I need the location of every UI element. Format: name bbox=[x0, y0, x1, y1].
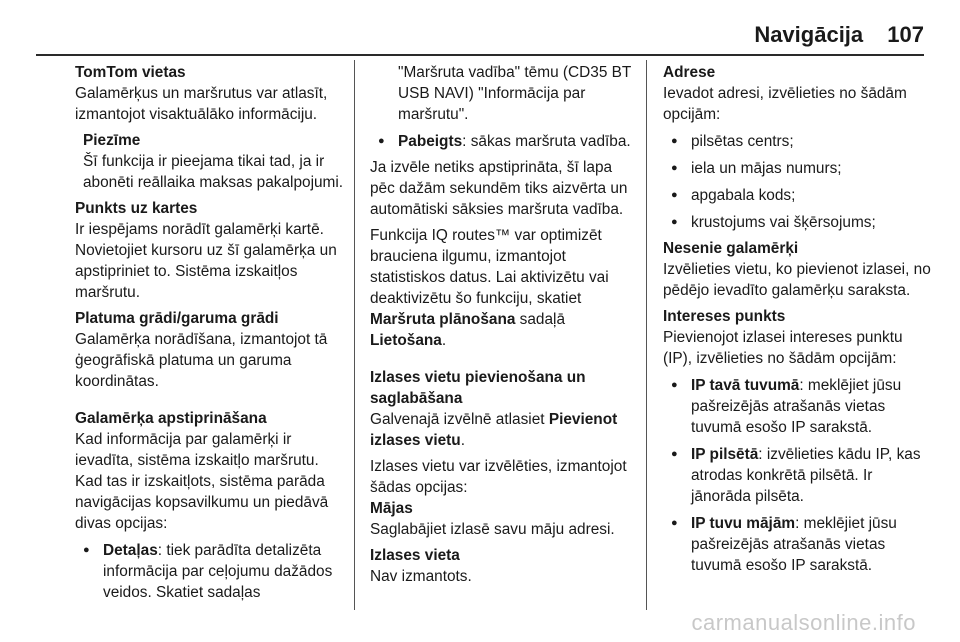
bullet-details-text: : tiek parādīta detalizēta informācija par ceļojumu dažādos veidos. Skatiet sadaļas bbox=[103, 542, 333, 601]
poi-bullet-city-label: IP pilsētā bbox=[691, 446, 759, 463]
poi-bullet-nearby-text: : meklējiet jūsu pašreizējās atrašanās vietas tuvumā esošo IP sarakstā. bbox=[691, 377, 902, 436]
poi-text: Pievienojot izlasei intereses punktu (IP), izvēlieties no šādām opcijām: bbox=[663, 329, 903, 367]
poi-heading: Intereses punkts bbox=[663, 308, 786, 325]
tomtom-text: Galamērķus un maršrutus var atlasīt, izmantojot visaktuālāko informāciju. bbox=[75, 85, 328, 123]
column-2 bbox=[370, 62, 638, 587]
iq-link-usage: Lietošana bbox=[370, 332, 442, 349]
column-divider-1 bbox=[354, 60, 355, 610]
note-box bbox=[75, 130, 347, 193]
bullet-finish-label: Pabeigts bbox=[398, 133, 463, 150]
favorites-text bbox=[370, 409, 638, 451]
map-point-heading: Punkts uz kartes bbox=[75, 200, 198, 217]
poi-bullet-city bbox=[663, 444, 931, 507]
page-header bbox=[754, 22, 924, 48]
bullet-finish-text: : sākas maršruta vadība. bbox=[462, 133, 631, 150]
address-bullet: ● pilsētas centrs; bbox=[663, 131, 931, 152]
auto-start-text: Ja izvēle netiks apstiprināta, šī lapa pēc dažām sekundēm tiks aizvērta un automātiski sāksies maršruta vadība. bbox=[370, 159, 628, 218]
iq-routes-body: Funkcija IQ routes™ var optimizēt brauciena ilgumu, izmantojot statistiskos datus. Lai aktivizētu vai deaktivizētu šo funkciju, skatiet bbox=[370, 227, 609, 307]
iq-link-mid: sadaļā bbox=[515, 311, 566, 328]
confirm-text: Kad informācija par galamērķi ir ievadīta, sistēma izskaitļo maršrutu. Kad tas ir izskaitļots, sistēma parāda navigācijas kopsavilkumu un piedāvā divas opcijas: bbox=[75, 431, 329, 532]
bullet-finish bbox=[370, 131, 638, 152]
favorites-text-start: Galvenajā izvēlnē atlasiet bbox=[370, 411, 549, 428]
page-title: Navigācija bbox=[754, 22, 864, 47]
watermark: carmanualsonline.info bbox=[691, 610, 916, 635]
continued-text: "Maršruta vadība" tēmu (CD35 BT USB NAVI) "Informācija par maršrutu". bbox=[398, 64, 632, 123]
address-bullet: ● apgabala kods; bbox=[663, 185, 931, 206]
favorite-place-heading: Izlases vieta bbox=[370, 547, 460, 564]
poi-bullet-nearby bbox=[663, 375, 931, 438]
favorite-place-text: Nav izmantots. bbox=[370, 568, 472, 585]
address-bullet: ● krustojums vai šķērsojums; bbox=[663, 212, 931, 233]
iq-link-end: . bbox=[441, 332, 447, 349]
column-divider-2 bbox=[646, 60, 647, 610]
confirm-heading: Galamērķa apstiprināšana bbox=[75, 410, 267, 427]
poi-bullet-nearby-label: IP tavā tuvumā bbox=[691, 377, 800, 394]
header-rule bbox=[36, 54, 924, 56]
note-heading: Piezīme bbox=[83, 132, 141, 149]
note-text: Šī funkcija ir pieejama tikai tad, ja ir abonēti reāllaika maksas pakalpojumi. bbox=[83, 153, 344, 191]
favorites-heading: Izlases vietu pievienošana un saglabāšana bbox=[370, 369, 586, 407]
home-heading: Mājas bbox=[370, 500, 413, 517]
latlon-text: Galamērķa norādīšana, izmantojot tā ģeogrāfiskā platuma un garuma koordinātas. bbox=[75, 331, 328, 390]
column-3 bbox=[663, 62, 931, 581]
iq-link-route-planning: Maršruta plānošana bbox=[370, 311, 516, 328]
recent-text: Izvēlieties vietu, ko pievienot izlasei, no pēdējo ievadīto galamērķu saraksta. bbox=[663, 261, 931, 299]
poi-bullet-home-label: IP tuvu mājām bbox=[691, 515, 796, 532]
map-point-text: Ir iespējams norādīt galamērķi kartē. Novietojiet kursoru uz šī galamērķa un apstipriniet to. Sistēma izskaitļos maršrutu. bbox=[75, 221, 337, 301]
bullet-details bbox=[75, 540, 347, 603]
latlon-heading: Platuma grādi/garuma grādi bbox=[75, 310, 279, 327]
favorites-text-bold: Pievienot izlases vietu bbox=[370, 411, 618, 449]
page-number: 107 bbox=[887, 22, 924, 47]
choose-options-text: Izlases vietu var izvēlēties, izmantojot šādas opcijas: bbox=[370, 458, 627, 496]
poi-bullet-home bbox=[663, 513, 931, 576]
address-heading: Adrese bbox=[663, 64, 716, 81]
address-bullet: ● iela un mājas numurs; bbox=[663, 158, 931, 179]
tomtom-heading: TomTom vietas bbox=[75, 64, 186, 81]
poi-bullet-city-text: : izvēlieties kādu IP, kas atrodas konkrētā pilsētā. Ir jānorāda pilsēta. bbox=[691, 446, 921, 505]
favorites-text-end: . bbox=[460, 432, 465, 449]
home-text: Saglabājiet izlasē savu māju adresi. bbox=[370, 521, 615, 538]
iq-routes-text bbox=[370, 225, 638, 351]
poi-bullet-home-text: : meklējiet jūsu pašreizējās atrašanās vietas tuvumā esošo IP sarakstā. bbox=[691, 515, 897, 574]
recent-heading: Nesenie galamērķi bbox=[663, 240, 799, 257]
bullet-details-label: Detaļas bbox=[103, 542, 158, 559]
address-text: Ievadot adresi, izvēlieties no šādām opcijām: bbox=[663, 85, 907, 123]
column-1 bbox=[75, 62, 347, 608]
